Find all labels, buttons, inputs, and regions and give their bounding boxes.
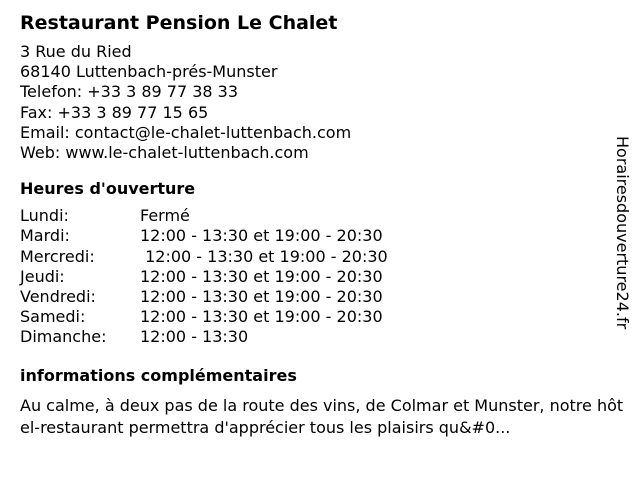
hours-row-monday — [20, 206, 388, 226]
hours-row-wednesday — [20, 247, 388, 267]
fax-number: Fax: +33 3 89 77 15 65 — [20, 102, 209, 122]
time-value: 12:00 - 13:30 et 19:00 - 20:30 — [140, 226, 383, 246]
hours-row-tuesday — [20, 226, 388, 246]
day-label: Vendredi: — [20, 287, 96, 307]
hours-row-sunday — [20, 327, 388, 347]
time-value: 12:00 - 13:30 et 19:00 - 20:30 — [140, 307, 383, 327]
email-address: Email: contact@le-chalet-luttenbach.com — [20, 122, 352, 142]
day-label: Mercredi: — [20, 246, 95, 266]
address-street: 3 Rue du Ried — [20, 42, 132, 61]
hours-row-saturday — [20, 307, 388, 327]
phone-number: Telefon: +33 3 89 77 38 33 — [20, 82, 239, 102]
day-label: Dimanche: — [20, 327, 107, 347]
hours-row-thursday — [20, 267, 388, 287]
hours-row-friday — [20, 287, 388, 307]
website-address: Web: www.le-chalet-luttenbach.com — [20, 143, 309, 163]
time-value: 12:00 - 13:30 et 19:00 - 20:30 — [140, 246, 388, 266]
additional-info-heading: informations complémentaires — [20, 365, 297, 385]
opening-hours-heading: Heures d'ouverture — [20, 179, 196, 199]
opening-hours-table — [20, 206, 388, 347]
time-value: Fermé — [140, 206, 190, 226]
site-watermark: Horairesdouverture24.fr — [613, 136, 632, 330]
time-value: 12:00 - 13:30 et 19:00 - 20:30 — [140, 287, 383, 307]
day-label: Mardi: — [20, 226, 70, 246]
day-label: Lundi: — [20, 206, 69, 226]
day-label: Jeudi: — [20, 266, 65, 286]
restaurant-name: Restaurant Pension Le Chalet — [20, 12, 338, 34]
contact-block — [20, 42, 620, 163]
time-value: 12:00 - 13:30 — [140, 327, 249, 347]
address-city: 68140 Luttenbach-prés-Munster — [20, 62, 278, 82]
day-label: Samedi: — [20, 307, 86, 327]
additional-info-text: Au calme, à deux pas de la route des vins, de Colmar et Munster, notre hôtel-restaurant permettra d'apprécier tous les plaisirs qu&#0... — [20, 395, 624, 437]
time-value: 12:00 - 13:30 et 19:00 - 20:30 — [140, 266, 383, 286]
